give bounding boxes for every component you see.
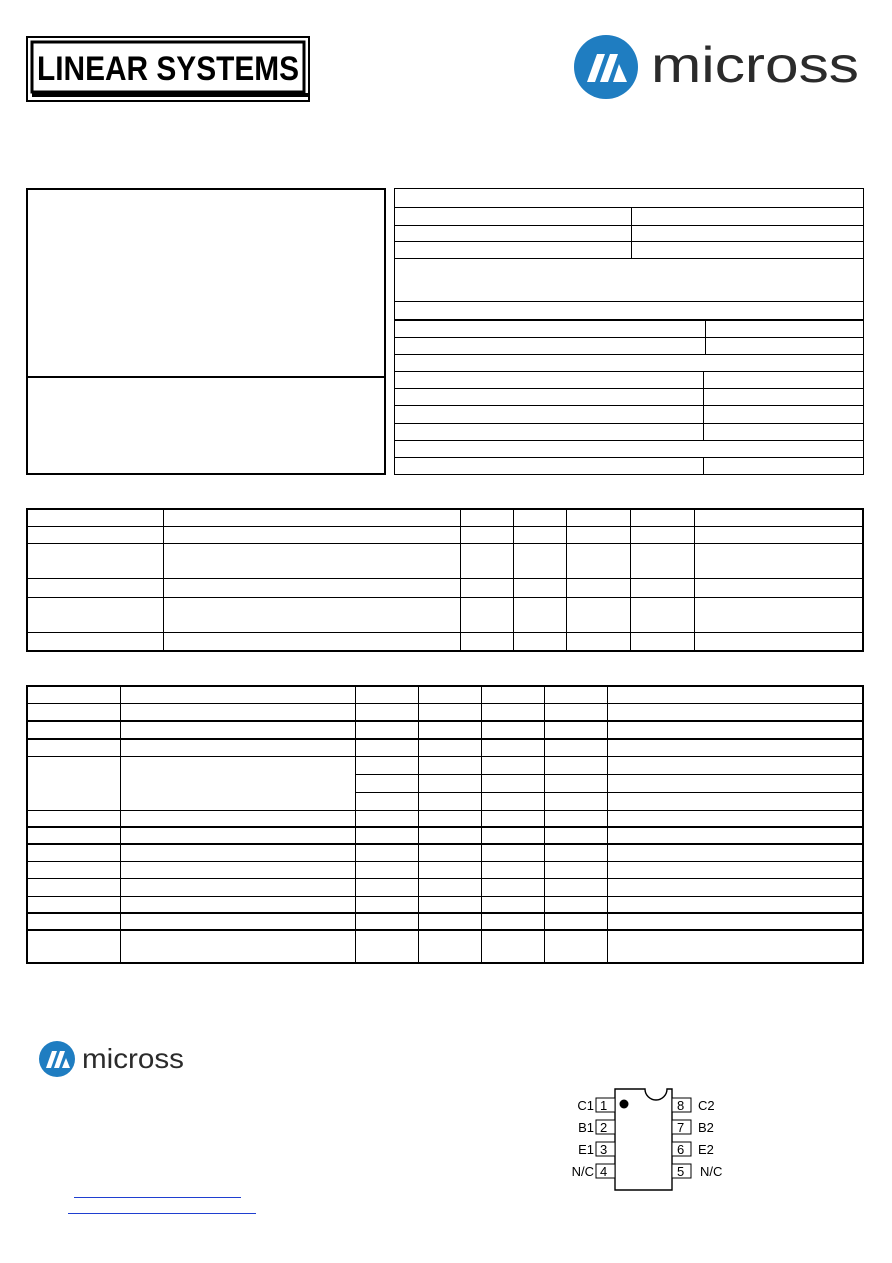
table-row <box>27 721 863 739</box>
ratings-row <box>395 405 863 406</box>
ratings-row <box>395 207 863 208</box>
table-row <box>27 526 863 543</box>
ratings-row <box>395 423 863 424</box>
table-row <box>27 913 863 930</box>
pin-2-label: B1 <box>578 1120 594 1135</box>
table-row <box>27 739 863 756</box>
matching-characteristics-table <box>26 508 864 652</box>
ratings-row <box>395 354 863 355</box>
ratings-col <box>703 371 704 440</box>
ratings-box <box>394 188 864 475</box>
table-row <box>27 810 863 827</box>
table-row <box>27 632 863 651</box>
pin-6-number: 6 <box>677 1142 685 1157</box>
ratings-col <box>705 319 706 354</box>
table-row <box>27 597 863 632</box>
table-row <box>27 844 863 861</box>
table-row <box>27 861 863 878</box>
svg-text:micross: micross <box>82 1043 184 1074</box>
features-divider <box>28 376 384 378</box>
pin-1-label: C1 <box>577 1098 594 1113</box>
pin-1-number: 1 <box>600 1098 608 1113</box>
svg-text:micross: micross <box>651 37 859 93</box>
pin-4-label: N/C <box>571 1164 594 1179</box>
micross-logo-small <box>38 1040 188 1078</box>
pin-6-label: E2 <box>698 1142 714 1157</box>
pinout-diagram <box>560 1086 740 1194</box>
pin-3-number: 3 <box>600 1142 608 1157</box>
table-row <box>27 543 863 578</box>
svg-text:LINEAR SYSTEMS: LINEAR SYSTEMS <box>37 50 299 88</box>
pin-2-number: 2 <box>600 1120 608 1135</box>
ratings-row <box>395 388 863 389</box>
pin-4-number: 4 <box>600 1164 608 1179</box>
table-row <box>27 930 863 963</box>
email-link[interactable] <box>68 1213 256 1214</box>
pin-8-label: C2 <box>698 1098 715 1113</box>
ratings-row <box>395 337 863 338</box>
pin-7-number: 7 <box>677 1120 685 1135</box>
ratings-col <box>703 457 704 475</box>
electrical-characteristics-table <box>26 685 864 964</box>
pin-8-number: 8 <box>677 1098 685 1113</box>
table-row <box>27 827 863 844</box>
table-row <box>27 896 863 913</box>
table-header-row <box>27 686 863 703</box>
pin-5-number: 5 <box>677 1164 685 1179</box>
table-row <box>27 878 863 896</box>
pin-5-label: N/C <box>700 1164 723 1179</box>
pin1-indicator-dot <box>620 1100 629 1109</box>
ratings-row <box>395 301 863 302</box>
features-box <box>26 188 386 475</box>
pin-7-label: B2 <box>698 1120 714 1135</box>
ratings-row <box>395 457 863 458</box>
ratings-row <box>395 440 863 441</box>
ratings-row <box>395 371 863 372</box>
ratings-row <box>395 241 863 242</box>
ratings-col <box>631 207 632 258</box>
table-row <box>27 578 863 597</box>
ratings-row <box>395 225 863 226</box>
table-row <box>27 756 863 774</box>
micross-logo <box>573 34 863 100</box>
ratings-row <box>395 258 863 259</box>
table-header-row <box>27 509 863 526</box>
pin-3-label: E1 <box>578 1142 594 1157</box>
linear-systems-logo <box>26 36 310 102</box>
table-row <box>27 703 863 721</box>
ratings-row <box>395 319 863 321</box>
website-link[interactable] <box>74 1197 241 1198</box>
